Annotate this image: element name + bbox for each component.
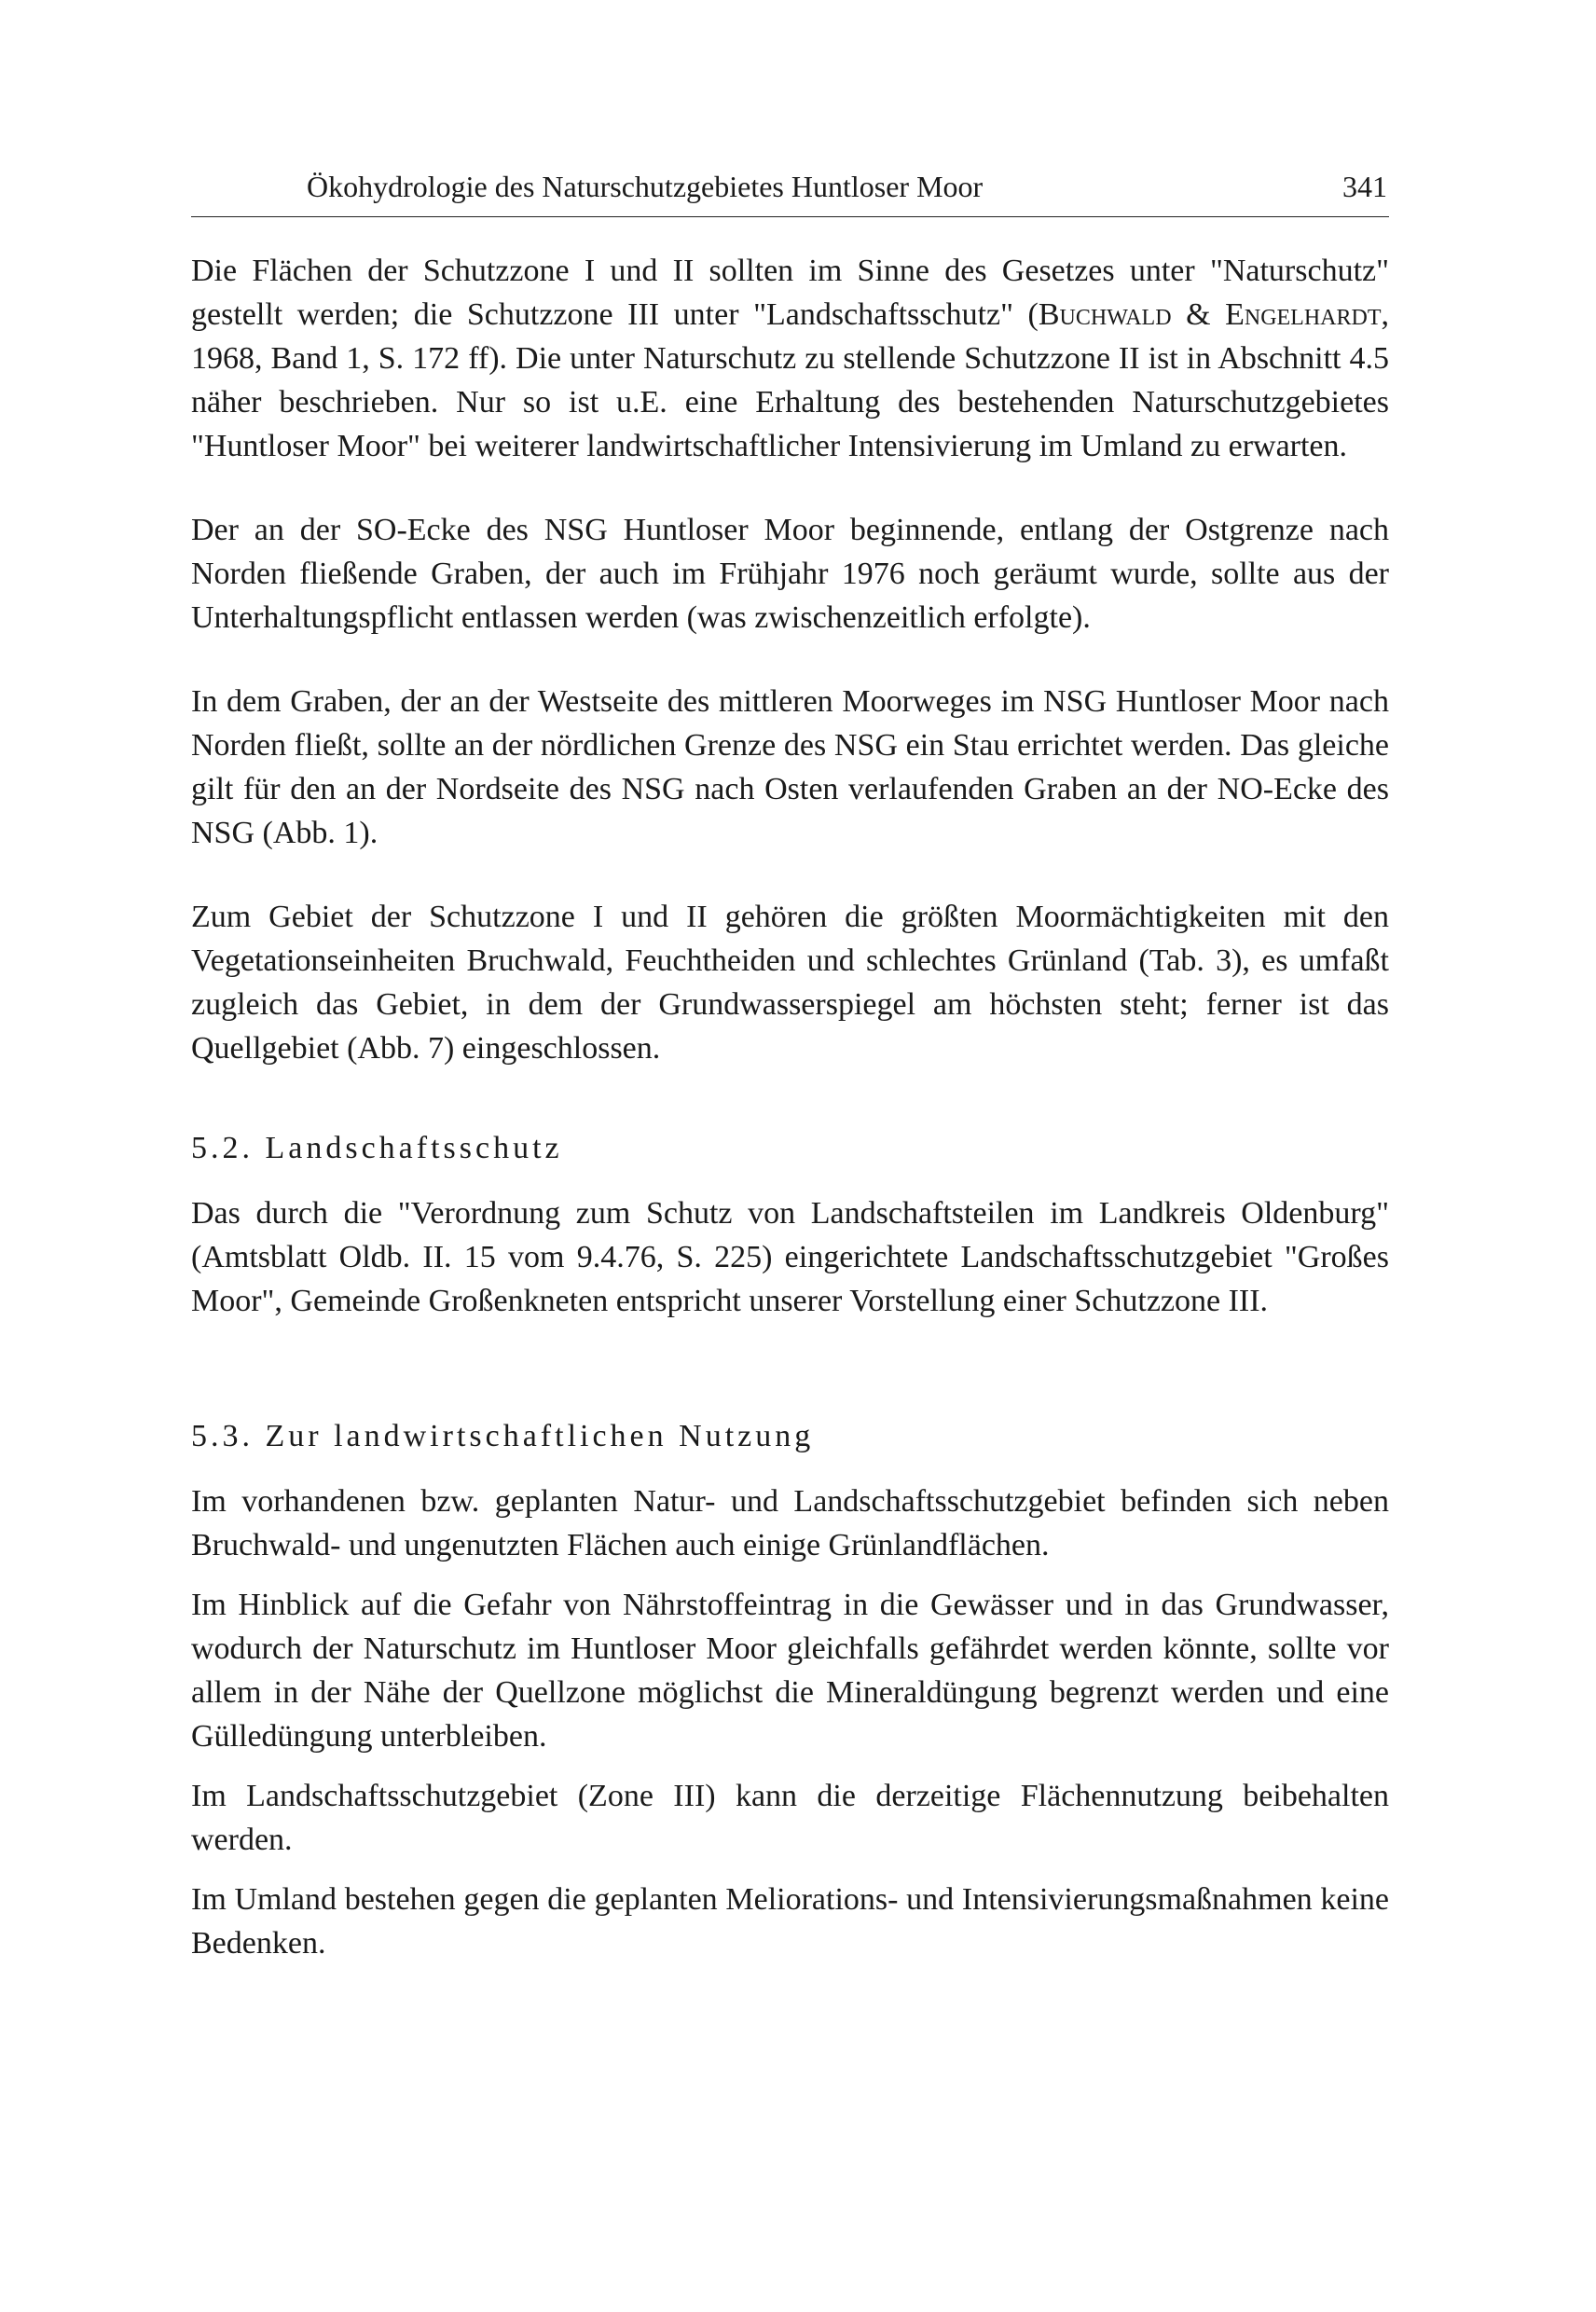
paragraph-graben-ost: Der an der SO-Ecke des NSG Huntloser Moor beginnende, entlang der Ostgrenze nach Norden fließende Graben, der auch im Frühjahr 1976 noch geräumt wurde, sollte aus der Unterhaltungspflicht entlassen werden (was zwischenzeitlich erfolgte). <box>191 513 1389 635</box>
running-header <box>191 168 1389 216</box>
header-rule <box>191 216 1389 217</box>
running-title: Ökohydrologie des Naturschutzgebietes Huntloser Moor <box>307 170 984 203</box>
document-page <box>191 168 1389 1981</box>
paragraph-landschaftsschutz: Das durch die "Verordnung zum Schutz von Landschaftsteilen im Landkreis Oldenburg" (Amtsblatt Oldb. II. 15 vom 9.4.76, S. 225) eingerichtete Landschaftsschutzgebiet "Großes Moor", Gemeinde Großenkneten entspricht unserer Vorstellung einer Schutzzone III. <box>191 1196 1389 1318</box>
paragraph-nutzung-1: Im vorhandenen bzw. geplanten Natur- und Landschaftsschutzgebiet befinden sich neben Bruchwald- und ungenutzten Flächen auch einige Grünlandflächen. <box>191 1484 1389 1562</box>
section-heading-5-3: 5.3. Zur landwirtschaftlichen Nutzung <box>191 1419 815 1453</box>
citation-authors: Buchwald & Engelhardt <box>1038 297 1382 332</box>
page-number: 341 <box>1342 170 1387 203</box>
paragraph-schutzzone-gebiet: Zum Gebiet der Schutzzone I und II gehören die größten Moormächtigkeiten mit den Vegetationseinheiten Bruchwald, Feuchtheiden und schlechtes Grünland (Tab. 3), es umfaßt zugleich das Gebiet, in dem der Grundwasserspiegel am höchsten steht; ferner ist das Quellgebiet (Abb. 7) eingeschlossen. <box>191 900 1389 1066</box>
paragraph-schutzzone <box>191 249 1389 468</box>
paragraph-text: , 1968, Band 1, S. 172 ff). Die unter Naturschutz zu stellende Schutzzone II ist in Abschnitt 4.5 näher beschrieben. Nur so ist u.E. eine Erhaltung des bestehenden Naturschutzgebietes "Huntloser Moor" bei weiterer landwirtschaftlicher Intensivierung im Umland zu erwarten. <box>191 297 1390 463</box>
paragraph-nutzung-3: Im Landschaftsschutzgebiet (Zone III) kann die derzeitige Flächennutzung beibehalten werden. <box>191 1779 1389 1857</box>
paragraph-nutzung-2: Im Hinblick auf die Gefahr von Nährstoffeintrag in die Gewässer und in das Grundwasser, wodurch der Naturschutz im Huntloser Moor gleichfalls gefährdet werden könnte, sollte vor allem in der Nähe der Quellzone möglichst die Mineraldüngung begrenzt werden und eine Gülledüngung unterbleiben. <box>191 1588 1389 1754</box>
paragraph-text: Die Flächen der Schutzzone I und II sollten im Sinne des Gesetzes unter "Naturschutz" gestellt werden; die Schutzzone III unter "Landschaftsschutz" ( <box>191 254 1389 332</box>
section-heading-5-2: 5.2. Landschaftsschutz <box>191 1131 563 1165</box>
paragraph-nutzung-4: Im Umland bestehen gegen die geplanten Meliorations- und Intensivierungsmaßnahmen keine Bedenken. <box>191 1882 1389 1961</box>
paragraph-graben-west: In dem Graben, der an der Westseite des mittleren Moorweges im NSG Huntloser Moor nach Norden fließt, sollte an der nördlichen Grenze des NSG ein Stau errichtet werden. Das gleiche gilt für den an der Nordseite des NSG nach Osten verlaufenden Graben an der NO-Ecke des NSG (Abb. 1). <box>191 684 1389 850</box>
